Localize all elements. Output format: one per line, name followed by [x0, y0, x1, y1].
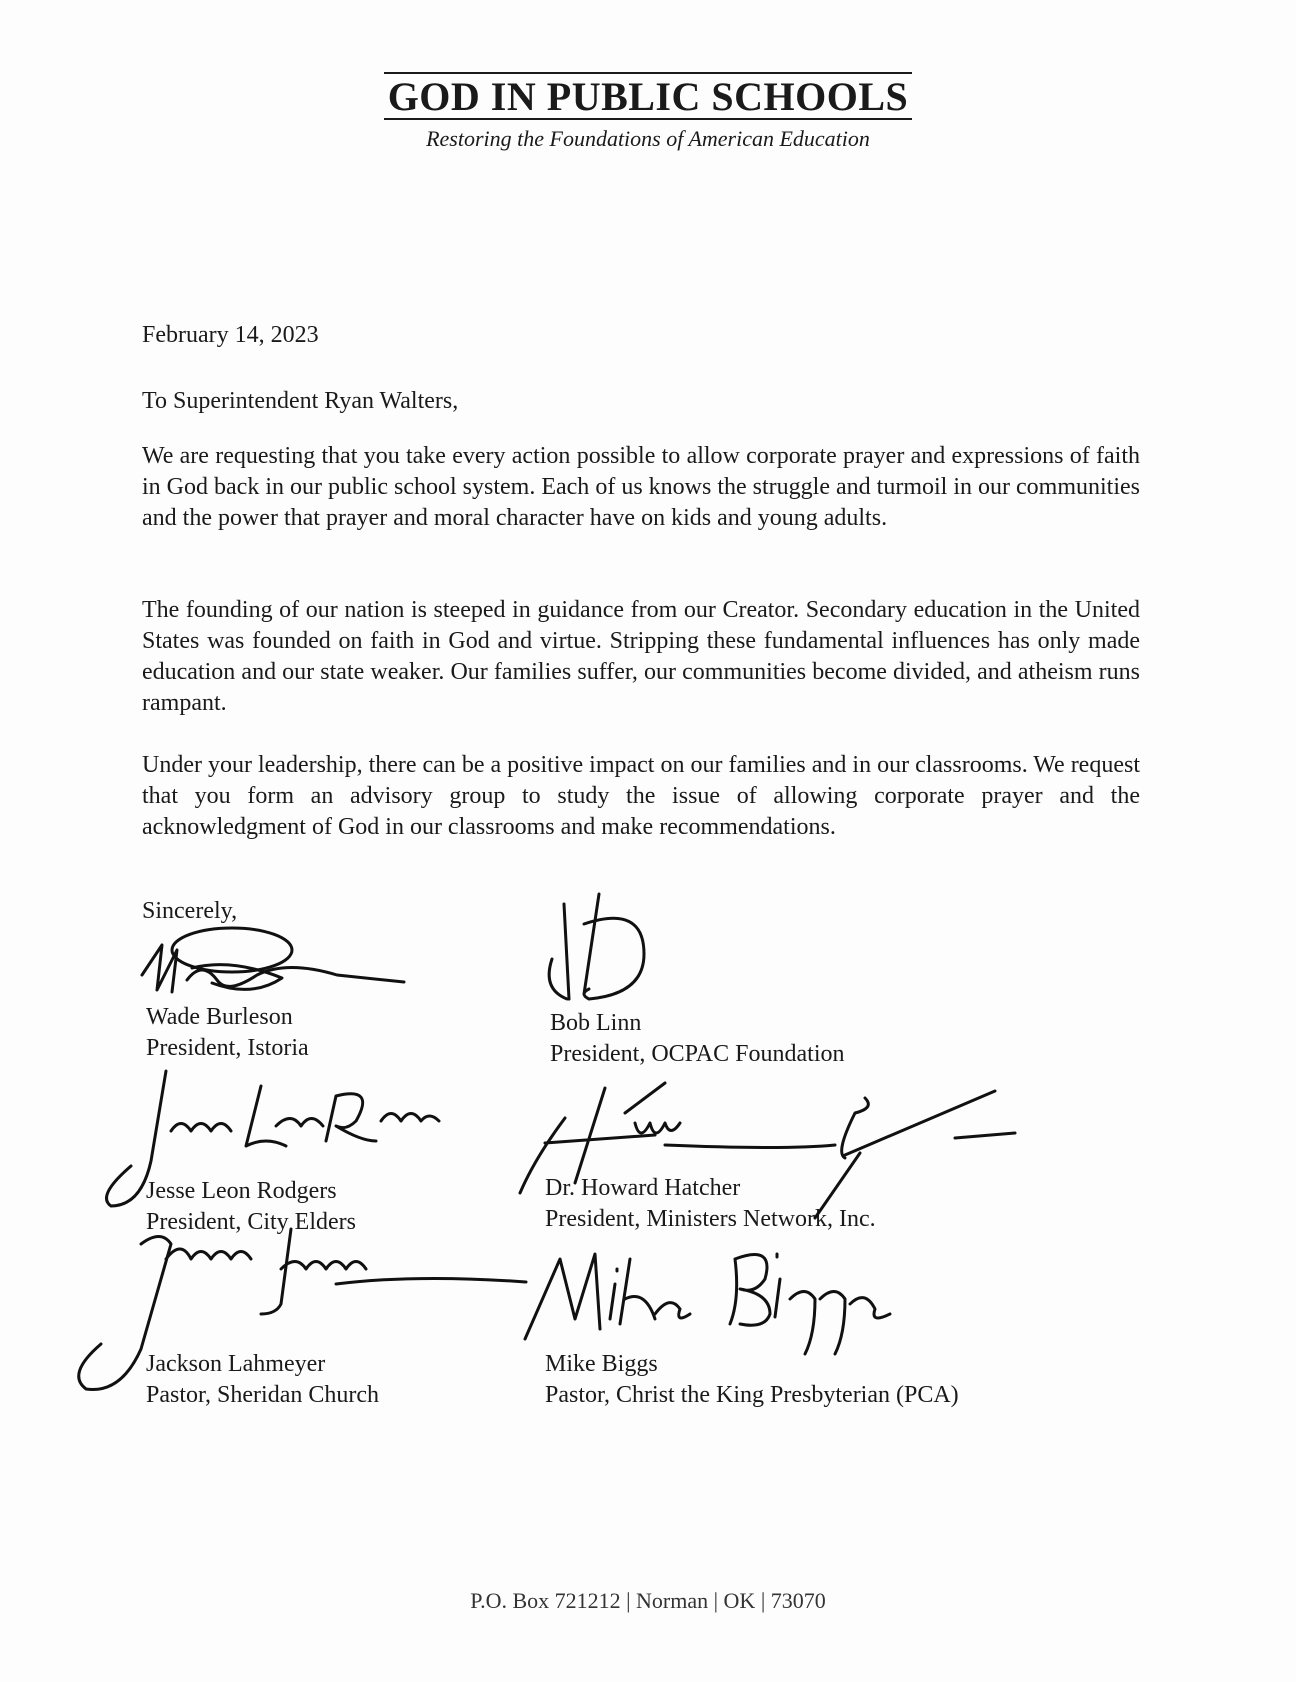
paragraph-text: The founding of our nation is steeped in guidance from our Creator. Secondary education in the United States was founded on faith in God and virtue. Stripping these fundamental influences has only made education and our state weaker. Our families suffer, our communities become divided, and atheism runs rampant.: [142, 597, 1140, 716]
handwritten-signature: [515, 1073, 1035, 1223]
signatory-name: Bob Linn: [550, 1010, 642, 1036]
signatory-title: President, Ministers Network, Inc.: [545, 1206, 876, 1232]
signatory-name: Wade Burleson: [146, 1004, 293, 1030]
signatory-title: President, Istoria: [146, 1035, 309, 1061]
signatory-title: Pastor, Sheridan Church: [146, 1382, 380, 1408]
signature-block-bob-linn: [550, 1008, 844, 1070]
organization-tagline: Restoring the Foundations of American Education: [426, 126, 870, 151]
letter-paragraph-1: [142, 441, 1140, 534]
letter-date: February 14, 2023: [142, 322, 319, 348]
letter-paragraph-2: [142, 595, 1140, 719]
signature-block-jackson-lahmeyer: [146, 1349, 379, 1411]
signature-block-howard-hatcher: [545, 1173, 876, 1235]
letterhead: [0, 72, 1296, 152]
letterhead-title-box: [384, 72, 913, 120]
signatory-title: President, OCPAC Foundation: [550, 1041, 845, 1067]
footer-address: P.O. Box 721212 | Norman | OK | 73070: [470, 1588, 826, 1613]
signatory-title: Pastor, Christ the King Presbyterian (PCA): [545, 1382, 959, 1408]
handwritten-signature: [66, 1219, 546, 1389]
handwritten-signature: [132, 920, 432, 1010]
handwritten-signature: [544, 884, 684, 1034]
letter-greeting: To Superintendent Ryan Walters,: [142, 388, 459, 414]
letter-paragraph-3: [142, 750, 1140, 843]
handwritten-signature: [96, 1066, 456, 1216]
signatory-name: Jesse Leon Rodgers: [146, 1178, 337, 1204]
handwritten-signature: [505, 1229, 925, 1379]
paragraph-text: We are requesting that you take every action possible to allow corporate prayer and expressions of faith in God back in our public school system. Each of us knows the struggle and turmoil in our communities and the power that prayer and moral character have on kids and young adults.: [142, 443, 1140, 531]
signatory-title: President, City Elders: [146, 1209, 356, 1235]
organization-title: GOD IN PUBLIC SCHOOLS: [387, 74, 909, 119]
signatory-name: Jackson Lahmeyer: [146, 1351, 326, 1377]
paragraph-text: Under your leadership, there can be a positive impact on our families and in our classrooms. We request that you form an advisory group to study the issue of allowing corporate prayer and the acknowledgment of God in our classrooms and make recommendations.: [142, 752, 1140, 840]
letter-closing: Sincerely,: [142, 898, 238, 924]
signature-block-mike-biggs: [545, 1349, 959, 1411]
signatory-name: Dr. Howard Hatcher: [545, 1175, 741, 1201]
signatory-name: Mike Biggs: [545, 1351, 658, 1377]
signature-block-wade-burleson: [146, 1002, 309, 1064]
